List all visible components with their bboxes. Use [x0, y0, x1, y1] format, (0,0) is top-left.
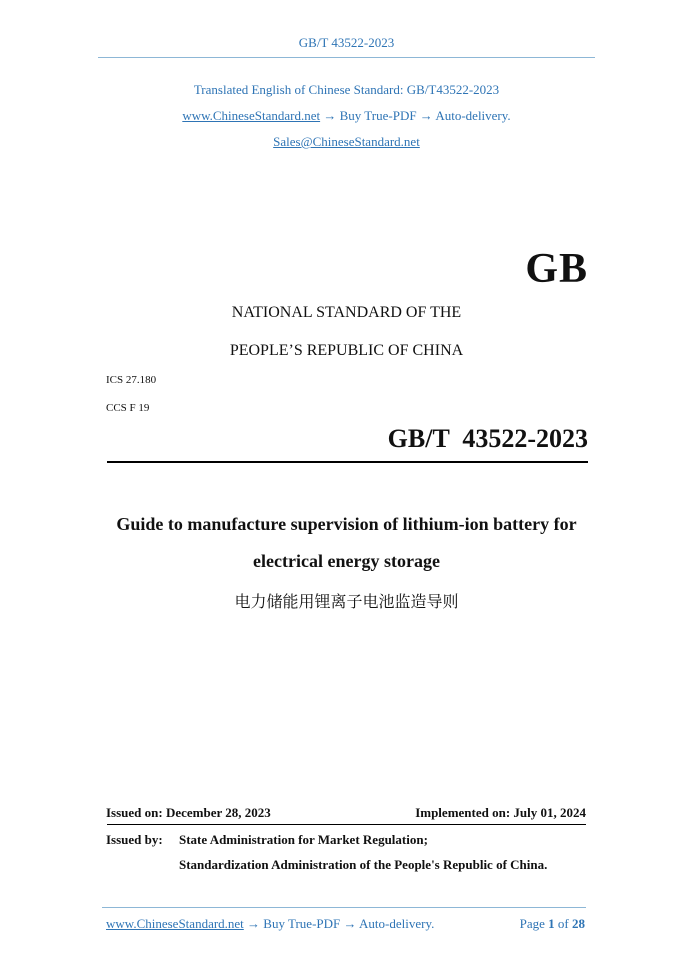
issued-on-date: Issued on: December 28, 2023 [106, 805, 271, 820]
title-english-line1: Guide to manufacture supervision of lithium-ion battery for [116, 514, 577, 534]
header-divider [98, 57, 595, 58]
page-total: 28 [572, 916, 585, 931]
page-label: Page [519, 916, 545, 931]
footer-buy-line [106, 916, 434, 932]
promo-email-row [0, 134, 693, 150]
footer-site-link[interactable]: www.ChineseStandard.net [106, 916, 244, 931]
title-chinese: 电力储能用锂离子电池监造导则 [234, 592, 459, 611]
page-indicator [520, 916, 585, 932]
footer-buy-text: → Buy True-PDF → Auto-delivery. [247, 916, 435, 931]
national-standard-line2: PEOPLE’S REPUBLIC OF CHINA [229, 342, 464, 359]
issued-by-label: Issued by: [106, 832, 163, 847]
footer-divider [102, 907, 586, 908]
promo-buy-text: → Buy True-PDF → Auto-delivery. [323, 108, 511, 123]
header-standard-code: GB/T 43522-2023 [298, 35, 395, 50]
promo-site-link[interactable]: www.ChineseStandard.net [182, 108, 321, 123]
page-of: of [557, 916, 569, 931]
ccs-code: CCS F 19 [106, 402, 150, 414]
title-english-line2: electrical energy storage [253, 551, 440, 571]
page-current: 1 [548, 916, 555, 931]
standard-number-rule [107, 461, 588, 463]
promo-translation-line: Translated English of Chinese Standard: GB/T43522-2023 [193, 82, 500, 97]
ics-code: ICS 27.180 [106, 374, 157, 386]
gb-logo: GB [525, 246, 588, 292]
issued-by-line2: Standardization Administration of the People's Republic of China. [179, 857, 548, 872]
dates-rule [107, 824, 586, 825]
standard-number: GB/T 43522-2023 [387, 424, 588, 453]
promo-buy-line [0, 108, 693, 124]
implemented-on-date: Implemented on: July 01, 2024 [415, 805, 586, 820]
national-standard-line1: NATIONAL STANDARD OF THE [231, 304, 462, 321]
promo-email-link[interactable]: Sales@ChineseStandard.net [273, 134, 420, 149]
issued-by-line1: State Administration for Market Regulation; [179, 832, 428, 847]
